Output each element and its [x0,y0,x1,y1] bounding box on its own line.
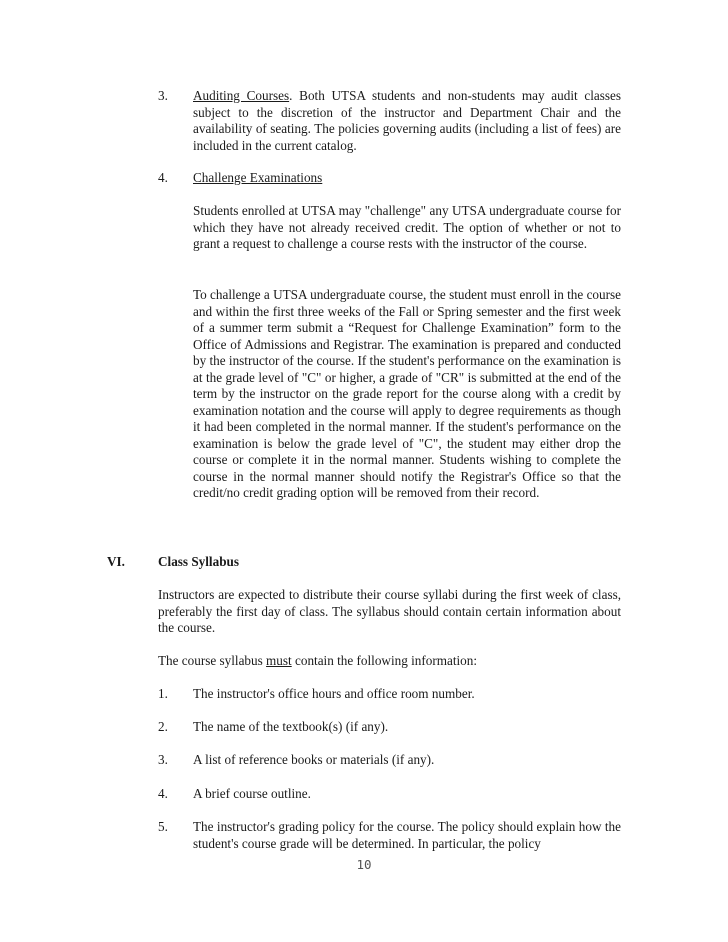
list-number-auditing: 3. [158,88,168,103]
section-numeral: VI. [107,554,125,569]
syllabus-intro-paragraph: Instructors are expected to distribute their course syllabi during the first week of class, preferably the first day of class. The syllabus should contain certain information about the course. [158,587,621,635]
auditing-courses-title: Auditing Courses [193,88,290,103]
syllabus-item-office-hours: The instructor's office hours and office room number. [193,686,475,701]
syllabus-item-number: 3. [158,752,168,767]
syllabus-must-line [158,653,621,670]
syllabus-item-outline: A brief course outline. [193,786,311,801]
auditing-courses-text: . Both UTSA students and non-students may audit classes subject to the discretion of the instructor and Department Chair and the availability of seating. The policies governing audits (including a list of fees) are included in the current catalog. [193,88,621,153]
must-word: must [266,653,292,668]
syllabus-item-reference-books: A list of reference books or materials (if any). [193,752,435,767]
syllabus-item-grading-policy: The instructor's grading policy for the course. The policy should explain how the student's course grade will be determined. In particular, the policy [193,819,621,851]
syllabus-item-number: 4. [158,786,168,801]
section-heading: Class Syllabus [158,554,239,569]
must-line-post: contain the following information: [291,653,478,668]
challenge-paragraph-1: Students enrolled at UTSA may "challenge" any UTSA undergraduate course for which they have not already received credit. The option of whether or not to grant a request to challenge a course rests with the instructor of the course. [193,203,621,251]
syllabus-item-number: 2. [158,719,168,734]
challenge-examinations-title: Challenge Examinations [193,170,323,185]
syllabus-item-number: 5. [158,819,168,834]
must-line-pre: The course syllabus [158,653,267,668]
challenge-examinations-title-line [193,170,621,187]
syllabus-item-textbook: The name of the textbook(s) (if any). [193,719,389,734]
auditing-courses-paragraph [193,88,621,154]
page-number: 10 [356,857,372,872]
syllabus-item-number: 1. [158,686,168,701]
list-number-challenge: 4. [158,170,168,185]
challenge-paragraph-2: To challenge a UTSA undergraduate course, the student must enroll in the course and within the first three weeks of the Fall or Spring semester and the first week of a summer term submit a “Request for Challenge Examination” form to the Office of Admissions and Registrar. The examination is prepared and conducted by the instructor of the course. If the student's performance on the examination is at the grade level of "C" or higher, a grade of "CR" is submitted at the end of the term by the instructor on the grade report for the course along with a credit by examination notation and the course will apply to degree requirements as though it had been completed in the normal manner. If the student's performance on the examination is below the grade level of "C", the student may either drop the course or complete it in the normal manner. Students wishing to complete the course in the normal manner should notify the Registrar's Office so that the credit/no credit grading option will be removed from their record. [193,287,621,500]
